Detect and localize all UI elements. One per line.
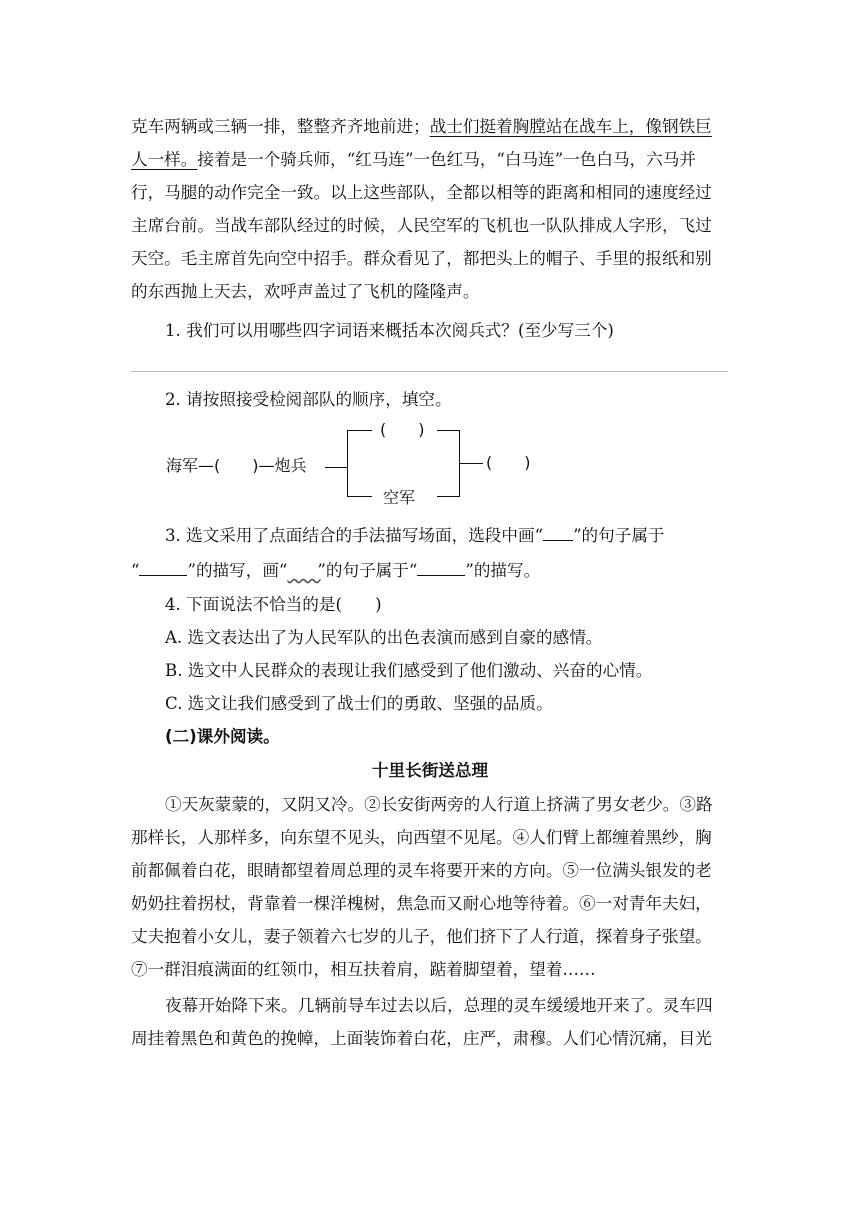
connector-line xyxy=(459,463,483,464)
text-segment: “ xyxy=(131,561,140,580)
passage2-line-8: 周挂着黑色和黄色的挽幛，上面装饰着白花，庄严，肃穆。人们心情沉痛，目光 xyxy=(131,1029,712,1048)
passage2-line-2: 那样长，人那样多，向东望不见头，向西望不见尾。④人们臂上都缠着黑纱，胸 xyxy=(131,828,712,847)
end-blank[interactable]: ( ) xyxy=(486,453,531,472)
text-segment: ”的句子属于“ xyxy=(317,561,418,580)
passage1-line-2 xyxy=(131,145,731,175)
option-b[interactable]: B. 选文中人民群众的表现让我们感受到了他们激动、兴奋的心情。 xyxy=(165,661,653,680)
right-bracket-top xyxy=(437,430,459,431)
section-heading: (二)课外阅读。 xyxy=(165,727,280,746)
question-1: 1. 我们可以用哪些四字词语来概括本次阅兵式？(至少写三个) xyxy=(165,321,614,340)
passage2-line-4: 奶奶拄着拐杖，背靠着一棵洋槐树，焦急而又耐心地等待着。⑥一对青年夫妇， xyxy=(131,894,712,913)
question-4: 4. 下面说法不恰当的是( ) xyxy=(165,595,382,614)
wavy-mark-sample xyxy=(287,556,317,570)
question-3-line-2 xyxy=(131,556,731,586)
passage2-line-6: ⑦一群泪痕满面的红领巾，相互扶着肩，踮着脚望着，望着…… xyxy=(131,960,596,979)
article-title: 十里长街送总理 xyxy=(371,761,489,780)
passage1-line-1 xyxy=(131,112,731,142)
passage2-line-3: 前都佩着白花，眼睛都望着周总理的灵车将要开来的方向。⑤一位满头银发的老 xyxy=(131,861,712,880)
answer-blank[interactable] xyxy=(543,526,573,541)
question-2: 2. 请按照接受检阅部队的顺序，填空。 xyxy=(165,390,452,409)
connector-line xyxy=(325,467,347,468)
text-segment: 接着是一个骑兵师，“红马连”一色红马，“白马连”一色白马，六马并 xyxy=(197,150,696,169)
text-segment: 3. 选文采用了点面结合的手法描写场面，选段中画“ xyxy=(165,526,544,545)
text-segment: 克车两辆或三辆一排，整整齐齐地前进； xyxy=(131,117,430,136)
answer-blank[interactable] xyxy=(139,561,187,576)
passage2-line-7: 夜幕开始降下来。几辆前导车过去以后，总理的灵车缓缓地开来了。灵车四 xyxy=(165,996,713,1015)
passage1-line-4: 主席台前。当战车部队经过的时候，人民空军的飞机也一队队排成人字形，飞过 xyxy=(131,216,712,235)
option-c[interactable]: C. 选文让我们感受到了战士们的勇敢、坚强的品质。 xyxy=(165,694,553,713)
text-segment: ”的描写。 xyxy=(465,561,541,580)
left-bracket-bottom xyxy=(347,496,372,497)
text-segment: ”的句子属于 xyxy=(573,526,665,545)
passage1-line-6: 的东西抛上天去，欢呼声盖过了飞机的隆隆声。 xyxy=(131,282,480,301)
top-branch-blank[interactable]: ( ) xyxy=(380,420,425,439)
passage2-line-1: ①天灰蒙蒙的，又阴又冷。②长安街两旁的人行道上挤满了男女老少。③路 xyxy=(165,795,713,814)
right-bracket-bottom xyxy=(437,496,459,497)
question-3-line-1 xyxy=(165,521,665,551)
diagram-start-label: 海军—( )—炮兵 xyxy=(166,456,307,475)
answer-blank[interactable] xyxy=(417,561,465,576)
left-bracket-top xyxy=(347,430,372,431)
text-segment: ”的描写，画“ xyxy=(187,561,288,580)
underlined-sentence: 人一样。 xyxy=(131,150,198,169)
left-bracket-vertical xyxy=(347,430,348,497)
answer-line[interactable] xyxy=(131,371,728,372)
bottom-branch-label: 空军 xyxy=(383,488,416,507)
passage2-line-5: 丈夫抱着小女儿，妻子领着六七岁的儿子，他们挤下了人行道，探着身子张望。 xyxy=(131,927,712,946)
passage1-line-3: 行，马腿的动作完全一致。以上这些部队，全都以相等的距离和相同的速度经过 xyxy=(131,183,712,202)
passage1-line-5: 天空。毛主席首先向空中招手。群众看见了，都把头上的帽子、手里的报纸和别 xyxy=(131,249,712,268)
option-a[interactable]: A. 选文表达出了为人民军队的出色表演而感到自豪的感情。 xyxy=(165,628,603,647)
underlined-sentence: 战士们挺着胸膛站在战车上，像钢铁巨 xyxy=(429,117,712,136)
